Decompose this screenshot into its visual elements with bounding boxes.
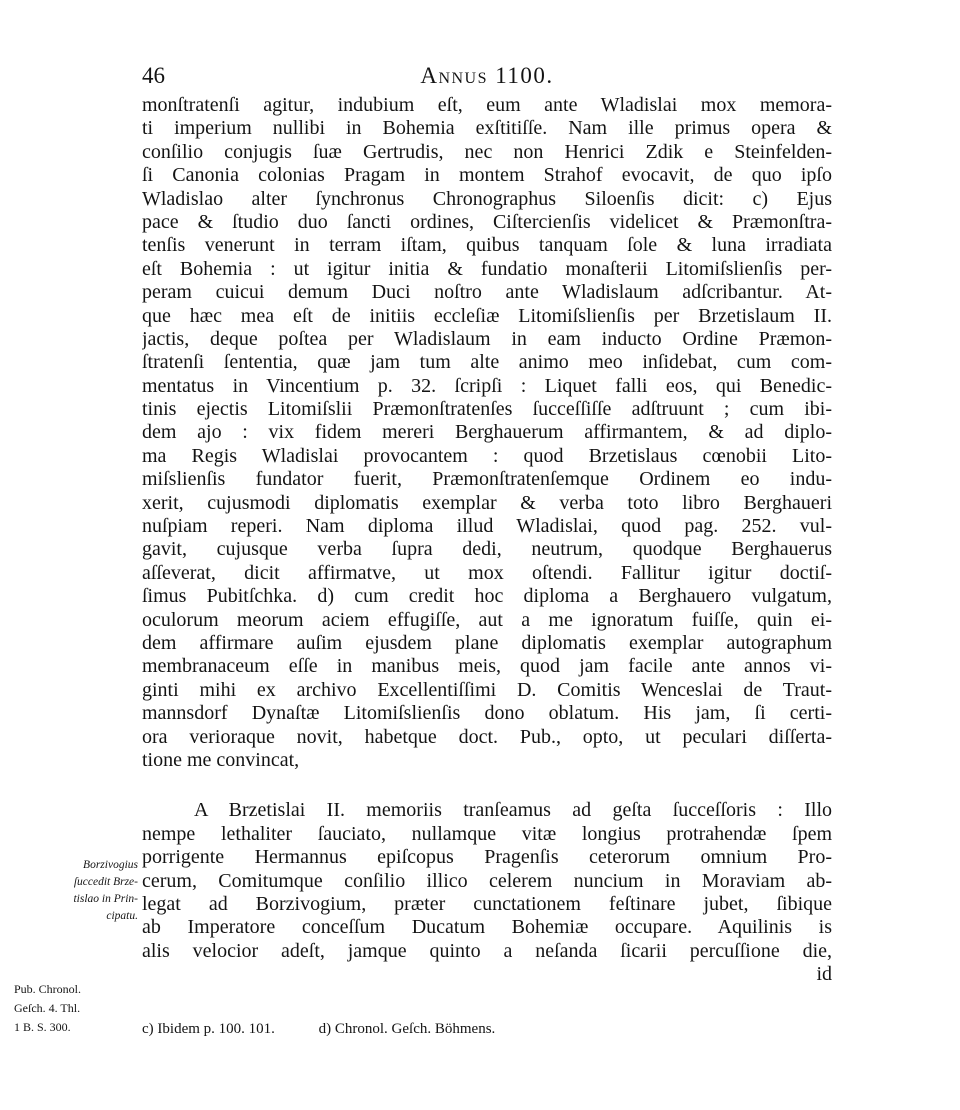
page-number: 46 (142, 63, 165, 88)
text-line: que hæc mea eſt de initiis eccleſiæ Litomiſslienſis per Brzetislaum II. (142, 304, 832, 327)
catchword: id (816, 963, 832, 986)
text-line: monſtratenſi agitur, indubium eſt, eum ante Wladislai mox memora- (142, 94, 832, 116)
text-line: ſimus Pubitſchka. d) cum credit hoc diploma a Berghauero vulgatum, (142, 585, 832, 608)
paragraph-2 (142, 799, 832, 986)
text-line: peram cuicui demum Duci noſtro ante Wladislaum adſcribantur. At- (142, 281, 832, 304)
footnote-d: d) Chronol. Geſch. Böhmens. (318, 1021, 496, 1037)
margin-reference (14, 980, 138, 1037)
text-line: jactis, deque poſtea per Wladislaum in eam inducto Ordine Præmon- (142, 327, 832, 350)
text-line: alis velocior adeſt, jamque quinto a neſanda ſicarii percuſſione die, (142, 939, 832, 962)
text-line: dem ajo : vix fidem mereri Berghauerum affirmantem, & ad diplo- (142, 421, 832, 444)
text-line: mentatus in Vincentium p. 32. ſcripſi : Liquet falli eos, qui Benedic- (142, 374, 832, 397)
main-text (142, 94, 832, 986)
margin-reference-line: Pub. Chronol. (14, 982, 82, 996)
footnote-c: c) Ibidem p. 100. 101. (142, 1021, 275, 1037)
text-line: dem affirmare auſim ejusdem plane diplomatis exemplar autographum (142, 631, 832, 654)
page-header (142, 58, 832, 94)
text-line: A Brzetislai II. memoriis tranſeamus ad geſta ſucceſſoris : Illo (194, 799, 832, 822)
text-line: ti imperium nullibi in Bohemia exſtitiſſe. Nam ille primus opera & (142, 117, 832, 140)
text-line: ora verioraque novit, habetque doct. Pub., opto, ut peculari diſſerta- (142, 725, 832, 748)
text-line: miſslienſis fundator fuerit, Præmonſtratenſemque Ordinem eo indu- (142, 468, 832, 491)
margin-note-line: ſuccedit Brze- (73, 876, 138, 888)
margin-note-line: cipatu. (106, 910, 138, 922)
text-line: aſſeverat, dicit affirmatve, ut mox oſtendi. Fallitur igitur doctiſ- (142, 561, 832, 584)
text-line: mannsdorf Dynaſtæ Litomiſslienſis dono oblatum. His jam, ſi certi- (142, 702, 832, 725)
text-line: pace & ſtudio duo ſancti ordines, Ciſtercienſis videlicet & Præmonſtra- (142, 210, 832, 233)
paragraph-1 (142, 94, 832, 772)
text-line: ma Regis Wladislai provocantem : quod Brzetislaus cœnobii Lito- (142, 444, 832, 467)
margin-note-line: Borzivogius (83, 859, 138, 871)
text-line: ab Imperatore conceſſum Ducatum Bohemiæ occupare. Aquilinis is (142, 916, 832, 939)
text-line: eſt Bohemia : ut igitur initia & fundatio monaſterii Litomiſslienſis per- (142, 257, 832, 280)
running-title: Annus 1100. (420, 63, 554, 88)
text-line: oculorum meorum aciem effugiſſe, aut a me ignoratum fuiſſe, quin ei- (142, 608, 832, 631)
text-line: Wladislao alter ſynchronus Chronographus Siloenſis dicit: c) Ejus (142, 187, 832, 210)
margin-reference-line: Geſch. 4. Thl. (14, 1001, 81, 1015)
text-line: xerit, cujusmodi diplomatis exemplar & verba toto libro Berghaueri (142, 491, 832, 514)
text-line: membranaceum eſſe in manibus meis, quod jam facile ante annos vi- (142, 655, 832, 678)
footnotes (142, 1019, 832, 1039)
text-line: legat ad Borzivogium, præter cunctationem feſtinare jubet, ſibique (142, 892, 832, 915)
text-line: nempe lethaliter ſauciato, nullamque vitæ longius protrahendæ ſpem (142, 822, 832, 845)
text-line: cerum, Comitumque conſilio illico celerem nuncium in Moraviam ab- (142, 869, 832, 892)
text-line: ginti mihi ex archivo Excellentiſſimi D. Comitis Wenceslai de Traut- (142, 678, 832, 701)
text-line: gavit, cujusque verba ſupra dedi, neutrum, quodque Berghauerus (142, 538, 832, 561)
margin-note (14, 857, 138, 925)
margin-reference-line: 1 B. S. 300. (14, 1020, 71, 1034)
text-line: tinis ejectis Litomiſslii Præmonſtratenſes ſucceſſiſſe adſtruunt ; cum ibi- (142, 398, 832, 421)
text-line: porrigente Hermannus epiſcopus Pragenſis ceterorum omnium Pro- (142, 846, 832, 869)
text-line: nuſpiam reperi. Nam diploma illud Wladislai, quod pag. 252. vul- (142, 515, 832, 538)
text-line: ſi Canonia colonias Pragam in montem Strahof evocavit, de quo ipſo (142, 164, 832, 187)
text-line: ſtratenſi ſententia, quæ jam tum alte animo meo inſidebat, cum com- (142, 351, 832, 374)
text-line: tione me convincat, (142, 748, 300, 771)
text-line: conſilio conjugis ſuæ Gertrudis, nec non Henrici Zdik e Steinfelden- (142, 140, 832, 163)
text-line: tenſis venerunt in terram iſtam, quibus tanquam ſole & luna irradiata (142, 234, 832, 257)
margin-note-line: tislao in Prin- (73, 893, 138, 905)
